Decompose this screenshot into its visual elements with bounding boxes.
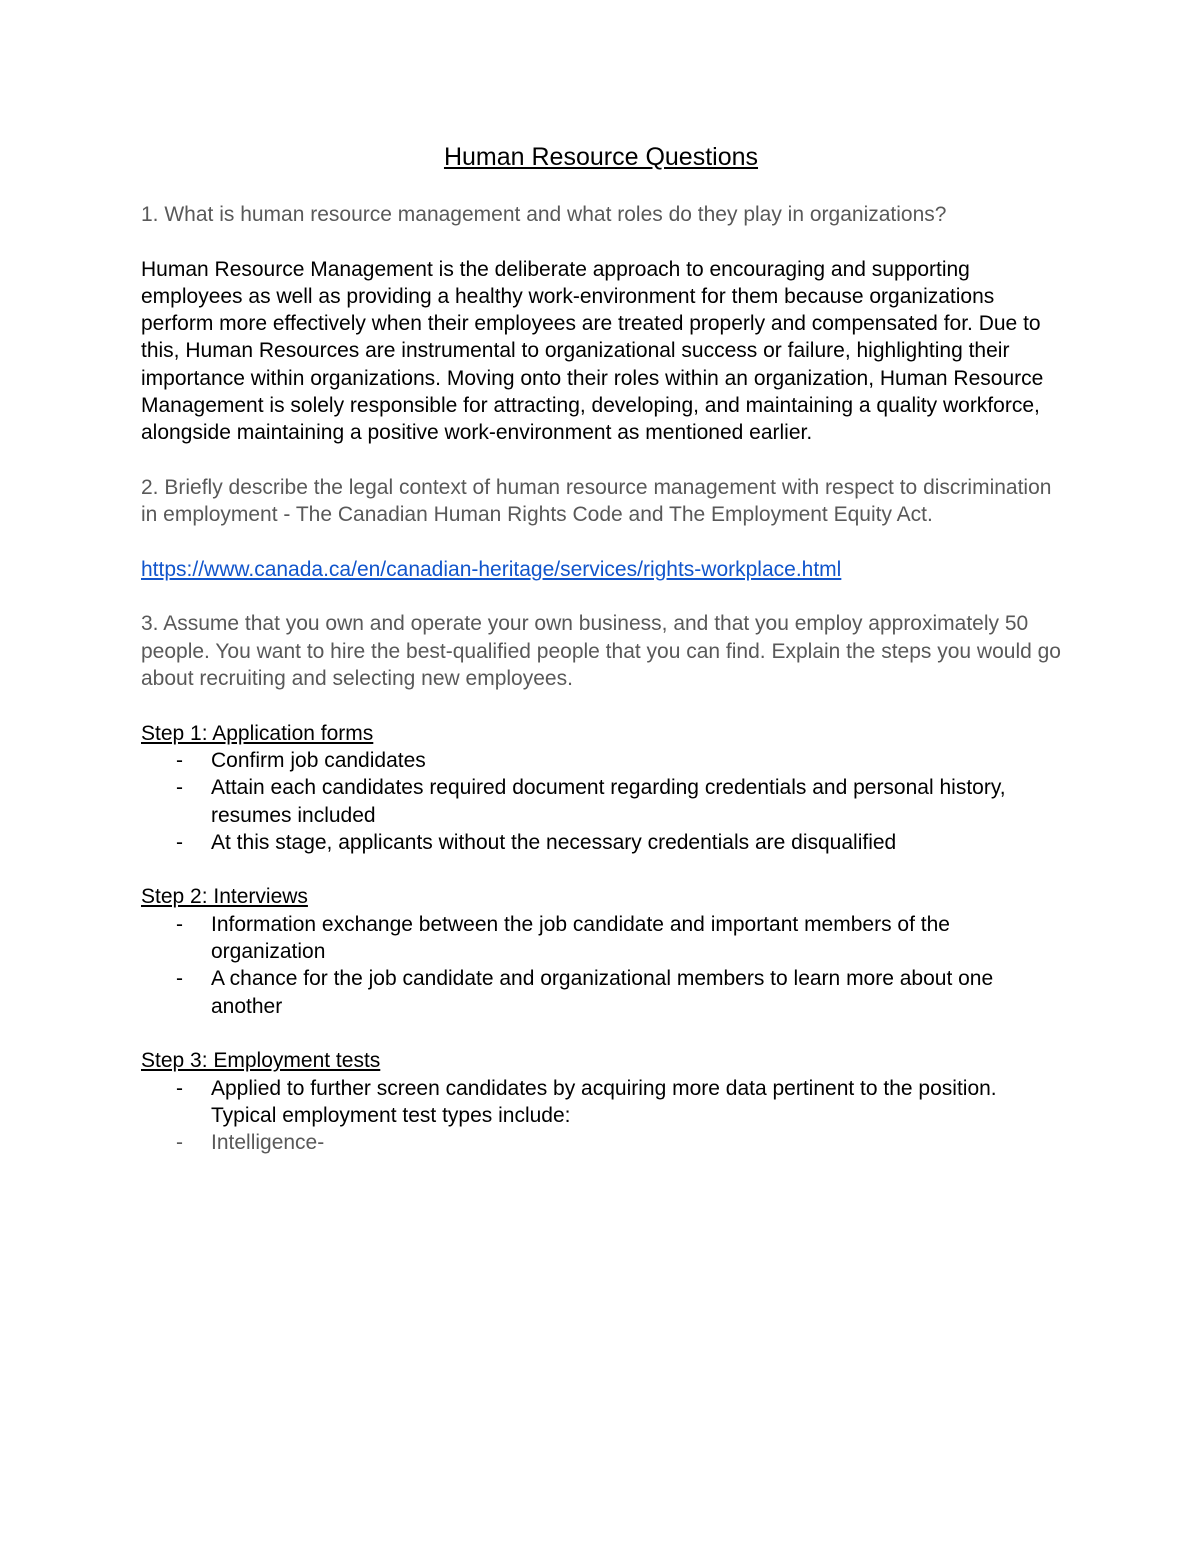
list-item <box>141 747 1061 774</box>
dash-bullet-icon: - <box>176 748 183 772</box>
list-item-text: Information exchange between the job candidate and important members of the organization <box>211 912 950 964</box>
list-item-text: Attain each candidates required document regarding credentials and personal history, resumes included <box>211 776 1006 827</box>
step-3-heading: Step 3: Employment tests <box>141 1049 381 1073</box>
list-item-text: A chance for the job candidate and organizational members to learn more about one another <box>211 967 994 1018</box>
step-2-list <box>141 911 1061 1020</box>
question-3: 3. Assume that you own and operate your own business, and that you employ approximately 50 people. You want to hire the best-qualified people that you can find. Explain the steps you would go about recruiting and selecting new employees. <box>141 612 1061 691</box>
step-1-heading: Step 1: Application forms <box>141 721 374 745</box>
dash-bullet-icon: - <box>176 830 183 854</box>
link-paragraph <box>141 556 1061 583</box>
dash-bullet-icon: - <box>176 1076 183 1100</box>
list-item-text: Applied to further screen candidates by acquiring more data pertinent to the position. Typical employment test types include: <box>211 1076 997 1127</box>
answer-1: Human Resource Management is the deliberate approach to encouraging and supporting employees as well as providing a healthy work-environment for them because organizations perform more effectively when their employees are treated properly and compensated for. Due to this, Human Resources are instrumental to organizational success or failure, highlighting their importance within organizations. Moving onto their roles within an organization, Human Resource Management is solely responsible for attracting, developing, and maintaining a quality workforce, alongside maintaining a positive work-environment as mentioned earlier. <box>141 257 1044 445</box>
step-3-list <box>141 1075 1061 1157</box>
document-title: Human Resource Questions <box>443 143 759 171</box>
list-item <box>141 1075 1061 1130</box>
list-item-text: Intelligence- <box>211 1131 325 1155</box>
dash-bullet-icon: - <box>176 1131 183 1155</box>
question-2: 2. Briefly describe the legal context of human resource management with respect to discrimination in employment - The Canadian Human Rights Code and The Employment Equity Act. <box>141 475 1052 527</box>
list-item <box>141 829 1061 856</box>
dash-bullet-icon: - <box>176 776 183 800</box>
document-page <box>141 140 1061 1184</box>
question-1: 1. What is human resource management and what roles do they play in organizations? <box>141 203 947 226</box>
rights-workplace-link[interactable]: https://www.canada.ca/en/canadian-heritage/services/rights-workplace.html <box>141 557 842 581</box>
step-1-list <box>141 747 1061 856</box>
list-item <box>141 774 1061 829</box>
list-item <box>141 911 1061 966</box>
dash-bullet-icon: - <box>176 967 183 991</box>
dash-bullet-icon: - <box>176 912 183 936</box>
list-item <box>141 1129 1061 1156</box>
step-2-heading: Step 2: Interviews <box>141 885 308 909</box>
list-item-text: Confirm job candidates <box>211 748 426 772</box>
list-item-text: At this stage, applicants without the necessary credentials are disqualified <box>211 830 897 854</box>
list-item <box>141 965 1061 1020</box>
